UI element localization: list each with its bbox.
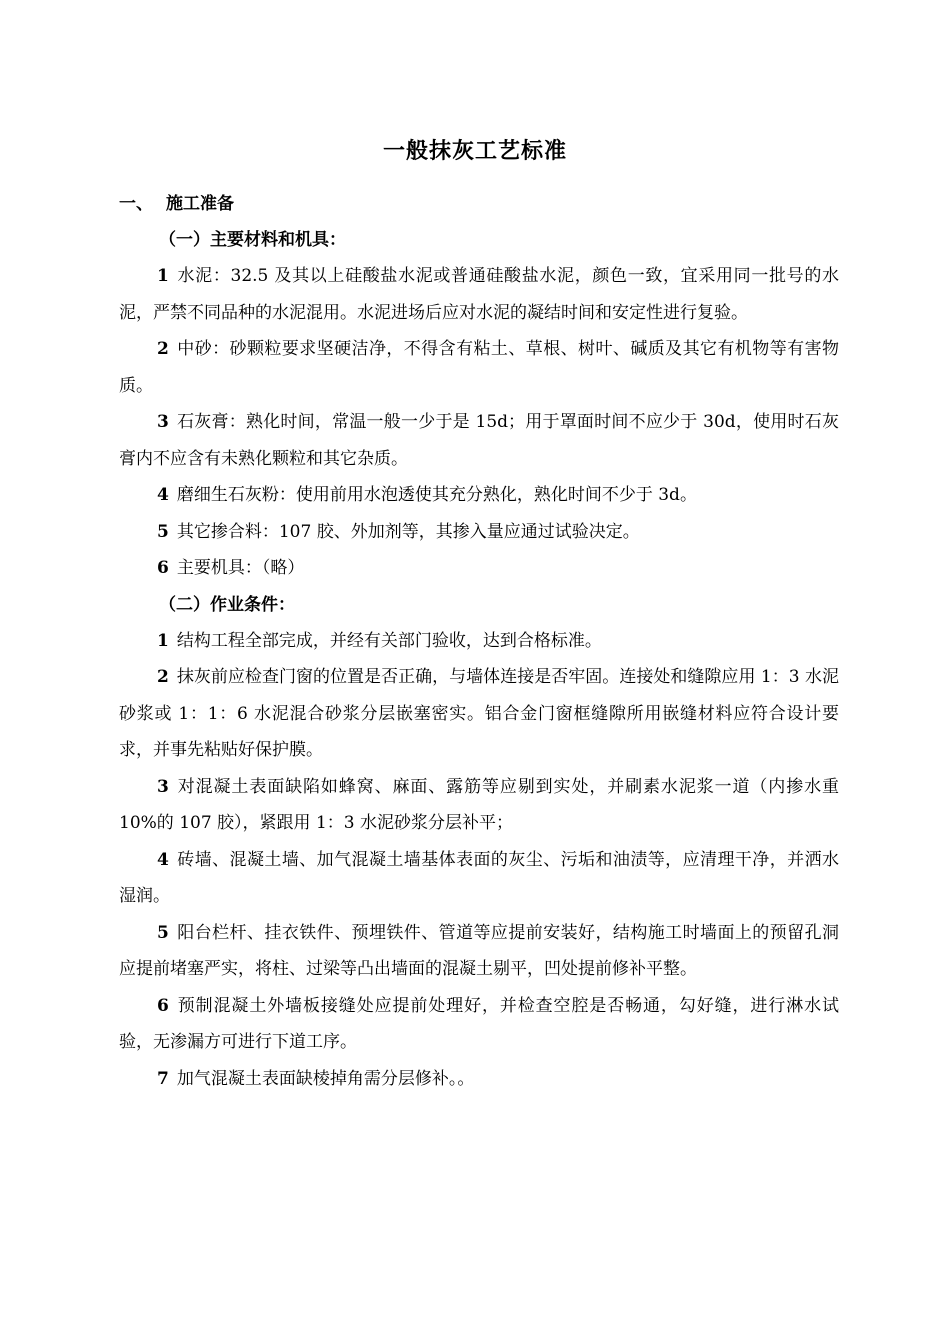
item-number: 2 — [157, 667, 169, 687]
list-item — [119, 550, 839, 587]
item-text: 结构工程全部完成，并经有关部门验收，达到合格标准。 — [176, 630, 602, 651]
item-number: 3 — [157, 412, 169, 432]
subsection-heading-conditions: （二）作业条件： — [159, 594, 295, 615]
item-number: 7 — [157, 1068, 169, 1089]
list-item — [119, 477, 839, 514]
subsection-heading-materials: （一）主要材料和机具： — [159, 230, 346, 250]
item-text: 砖墙、混凝土墙、加气混凝土墙基体表面的灰尘、污垢和油渍等，应清理干净，并洒水湿润。 — [119, 849, 839, 906]
item-text: 磨细生石灰粉：使用前用水泡透使其充分熟化，熟化时间不少于 3d。 — [176, 485, 697, 505]
list-item — [119, 659, 839, 769]
item-number: 5 — [157, 521, 169, 542]
section-title: 施工准备 — [166, 194, 234, 214]
list-item — [119, 404, 839, 477]
item-number: 1 — [157, 630, 169, 651]
item-number: 6 — [157, 995, 169, 1016]
item-text: 抹灰前应检查门窗的位置是否正确，与墙体连接是否牢固。连接处和缝隙应用 1：3 水泥砂浆或 1：1：6 水泥混合砂浆分层嵌塞密实。铝合金门窗框缝隙所用嵌缝材料应符合设计要求，并事先粘贴好保护膜。 — [119, 667, 839, 760]
item-text: 加气混凝土表面缺棱掉角需分层修补。。 — [176, 1068, 475, 1089]
item-number: 6 — [157, 558, 169, 578]
item-text: 中砂：砂颗粒要求坚硬洁净，不得含有粘土、草根、树叶、碱质及其它有机物等有害物质。 — [119, 339, 839, 396]
item-text: 对混凝土表面缺陷如蜂窝、麻面、露筋等应剔到实处，并刷素水泥浆一道（内掺水重 10%的 107 胶），紧跟用 1：3 水泥砂浆分层补平； — [119, 776, 839, 833]
list-item — [119, 1061, 839, 1098]
item-text: 其它掺合料：107 胶、外加剂等，其掺入量应通过试验决定。 — [176, 521, 640, 542]
item-number: 4 — [157, 849, 169, 870]
list-item — [119, 623, 839, 660]
item-number: 2 — [157, 339, 169, 359]
item-text: 水泥：32.5 及其以上硅酸盐水泥或普通硅酸盐水泥，颜色一致，宜采用同一批号的水泥，严禁不同品种的水泥混用。水泥进场后应对水泥的凝结时间和安定性进行复验。 — [119, 266, 839, 323]
document-body — [119, 186, 839, 1097]
list-item — [119, 331, 839, 404]
list-item — [119, 258, 839, 331]
list-item — [119, 988, 839, 1061]
item-number: 1 — [157, 266, 169, 286]
item-text: 预制混凝土外墙板接缝处应提前处理好，并检查空腔是否畅通，勾好缝，进行淋水试验，无渗漏方可进行下道工序。 — [119, 995, 839, 1052]
section-heading — [119, 186, 839, 222]
item-text: 阳台栏杆、挂衣铁件、预埋铁件、管道等应提前安装好，结构施工时墙面上的预留孔洞应提前堵塞严实，将柱、过梁等凸出墙面的混凝土剔平，凹处提前修补平整。 — [119, 922, 839, 979]
item-number: 5 — [157, 922, 169, 943]
item-number: 3 — [157, 776, 169, 797]
section-number: 一、 — [119, 194, 153, 214]
item-text: 石灰膏：熟化时间，常温一般一少于是 15d；用于罩面时间不应少于 30d，使用时石灰膏内不应含有未熟化颗粒和其它杂质。 — [119, 412, 839, 469]
list-item — [119, 842, 839, 915]
document-title: 一般抹灰工艺标准 — [382, 139, 567, 164]
item-number: 4 — [157, 485, 169, 505]
list-item — [119, 915, 839, 988]
item-text: 主要机具：（略） — [176, 558, 305, 578]
list-item — [119, 514, 839, 551]
list-item — [119, 769, 839, 842]
